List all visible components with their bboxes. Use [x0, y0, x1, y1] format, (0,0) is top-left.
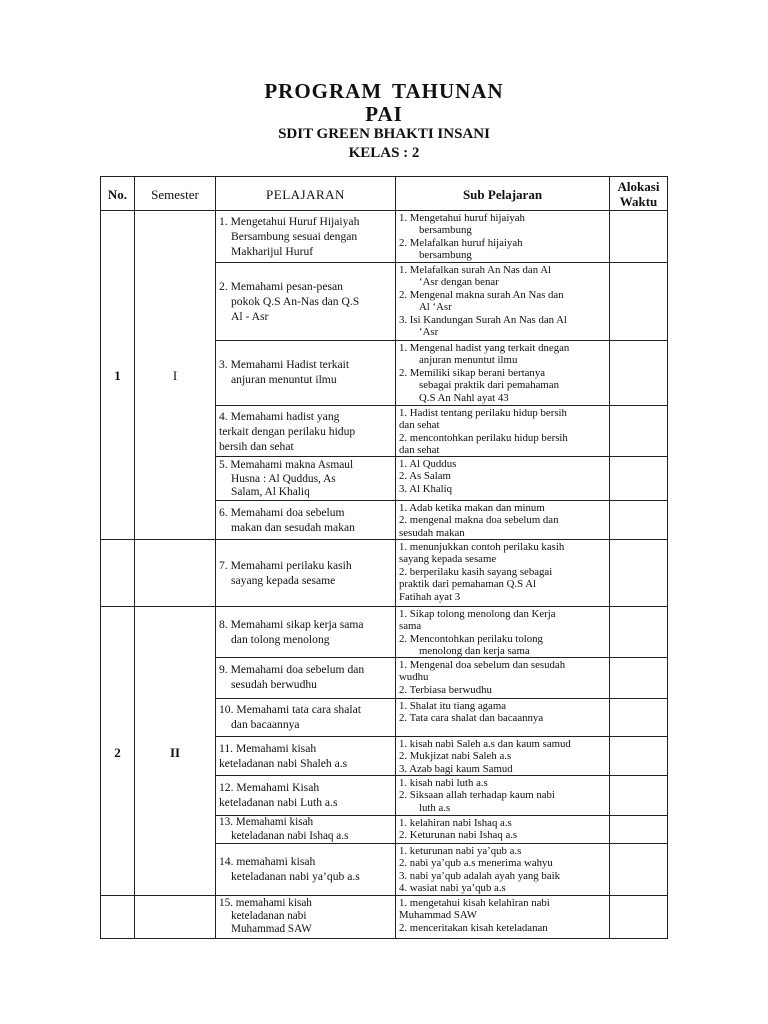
sub-line: 2. Mukjizat nabi Saleh a.s [399, 750, 512, 763]
header-waktu: Waktu [619, 194, 658, 209]
alokasi-cell [609, 843, 668, 896]
sub-pelajaran-cell [395, 843, 610, 896]
no-cell-2 [100, 606, 135, 896]
sub-pelajaran-cell [395, 405, 610, 457]
sub-pelajaran-cell [395, 815, 610, 844]
school-name: SDIT GREEN BHAKTI INSANI [278, 126, 490, 142]
sub-pelajaran-cell [395, 500, 610, 540]
sub-line: 1. Al Quddus [399, 458, 457, 470]
section-number: 1 [114, 368, 121, 383]
pelajaran-line: 6. Memahami doa sebelum [219, 506, 345, 519]
pelajaran-line: 2. Memahami pesan-pesan [219, 280, 343, 293]
alokasi-cell [609, 539, 668, 607]
sub-line: sebagai praktik dari pemahaman [419, 379, 560, 392]
sub-pelajaran-cell [395, 895, 610, 939]
sub-line: 2. Keturunan nabi Ishaq a.s [399, 829, 518, 842]
sub-pelajaran-cell [395, 210, 610, 263]
pelajaran-line: anjuran menuntut ilmu [231, 373, 337, 386]
sub-line: sesudah makan [399, 526, 465, 539]
sub-line: Al ‘Asr [419, 301, 452, 314]
pelajaran-line: terkait dengan perilaku hidup [219, 425, 356, 438]
pelajaran-line: dan bacaannya [231, 718, 300, 731]
sub-line: 1. menunjukkan contoh perilaku kasih [399, 541, 565, 553]
pelajaran-line: keteladanan nabi Luth a.s [219, 796, 338, 809]
pelajaran-line: 10. Memahami tata cara shalat [219, 703, 361, 716]
sub-pelajaran-cell [395, 736, 610, 776]
pelajaran-cell [215, 262, 396, 341]
sub-line: sama [399, 620, 422, 633]
pelajaran-line: keteladanan nabi Shaleh a.s [219, 757, 348, 770]
pelajaran-line: sesudah berwudhu [231, 678, 317, 691]
pelajaran-cell [215, 405, 396, 457]
pelajaran-line: 15. memahami kisah [219, 897, 312, 909]
semester-label: II [169, 745, 181, 760]
header-sub-cell [395, 176, 610, 211]
alokasi-cell [609, 657, 668, 699]
pelajaran-cell [215, 843, 396, 896]
header-semester: Semester [151, 187, 199, 202]
semester-cell-empty [134, 539, 216, 607]
alokasi-cell [609, 736, 668, 776]
sub-line: praktik dari pemahaman Q.S Al [399, 578, 537, 591]
sub-line: 4. wasiat nabi ya’qub a.s [399, 882, 506, 895]
sub-line: Muhammad SAW [399, 909, 478, 922]
pelajaran-line: 5. Memahami makna Asmaul [219, 459, 354, 471]
sub-line: 3. Al Khaliq [399, 482, 453, 495]
header-pelajaran-cell [215, 176, 396, 211]
sub-line: 1. kelahiran nabi Ishaq a.s [399, 817, 512, 829]
class-label: KELAS : 2 [348, 145, 420, 161]
sub-line: 2. menceritakan kisah keteladanan [399, 921, 548, 934]
pelajaran-line: 1. Mengetahui Huruf Hijaiyah [219, 215, 360, 228]
sub-pelajaran-cell [395, 456, 610, 501]
pelajaran-line: Husna : Al Quddus, As [231, 472, 336, 485]
sub-line: Fatihah ayat 3 [399, 590, 461, 603]
pelajaran-line: 13. Memahami kisah [219, 816, 314, 828]
no-cell-last [100, 895, 135, 939]
sub-line: 2. Terbiasa berwudhu [399, 683, 492, 696]
alokasi-cell [609, 815, 668, 844]
alokasi-cell [609, 340, 668, 406]
sub-line: dan sehat [399, 444, 440, 457]
section-number: 2 [114, 745, 121, 760]
sub-pelajaran-cell [395, 698, 610, 737]
sub-line: ‘Asr [419, 326, 439, 339]
sub-line: 1. Shalat itu tiang agama [399, 700, 507, 712]
alokasi-cell [609, 405, 668, 457]
sub-line: 2. nabi ya’qub a.s menerima wahyu [399, 857, 553, 870]
pelajaran-line: 9. Memahami doa sebelum dan [219, 663, 365, 676]
pelajaran-line: 11. Memahami kisah [219, 742, 317, 755]
pelajaran-line: makan dan sesudah makan [231, 521, 355, 534]
pelajaran-line: Al - Asr [231, 310, 269, 323]
sub-line: ‘Asr dengan benar [419, 276, 499, 289]
alokasi-cell [609, 262, 668, 341]
pelajaran-cell [215, 698, 396, 737]
pelajaran-line: 4. Memahami hadist yang [219, 410, 340, 423]
sub-line: 1. mengetahui kisah kelahiran nabi [399, 897, 550, 909]
alokasi-cell [609, 210, 668, 263]
pelajaran-line: bersih dan sehat [219, 440, 294, 453]
pelajaran-line: 3. Memahami Hadist terkait [219, 358, 350, 371]
sub-line: 1. Adab ketika makan dan minum [399, 502, 545, 514]
sub-line: 2. Melafalkan huruf hijaiyah [399, 236, 523, 249]
header-sub-pelajaran: Sub Pelajaran [462, 187, 543, 202]
sub-line: dan sehat [399, 419, 440, 432]
sub-line: 2. Mencontohkan perilaku tolong [399, 632, 543, 645]
sub-line: 1. Hadist tentang perilaku hidup bersih [399, 407, 567, 419]
pelajaran-line: 7. Memahami perilaku kasih [219, 559, 352, 572]
sub-line: 3. Azab bagi kaum Samud [399, 762, 513, 775]
sub-line: anjuran menuntut ilmu [419, 354, 518, 367]
sub-line: 1. kisah nabi luth a.s [399, 777, 488, 789]
no-cell-1 [100, 210, 135, 540]
pelajaran-cell [215, 815, 396, 844]
alokasi-cell [609, 698, 668, 737]
sub-line: 2. mencontohkan perilaku hidup bersih [399, 431, 568, 444]
pelajaran-line: keteladanan nabi [231, 910, 307, 923]
pelajaran-cell [215, 456, 396, 501]
sub-pelajaran-cell [395, 340, 610, 406]
sub-line: 2. Memiliki sikap berani bertanya [399, 366, 546, 379]
pelajaran-cell [215, 606, 396, 658]
pelajaran-line: dan tolong menolong [231, 633, 330, 646]
sub-line: 1. kisah nabi Saleh a.s dan kaum samud [399, 738, 571, 750]
semester-cell-1 [134, 210, 216, 540]
header-alokasi: Alokasi [617, 179, 660, 194]
sub-line: 1. Mengetahui huruf hijaiyah [399, 212, 525, 224]
sub-pelajaran-cell [395, 657, 610, 699]
sub-line: 2. Mengenal makna surah An Nas dan [399, 288, 564, 301]
sub-line: 1. Mengenal doa sebelum dan sesudah [399, 659, 566, 671]
alokasi-cell [609, 456, 668, 501]
pelajaran-cell [215, 736, 396, 776]
semester-cell-last [134, 895, 216, 939]
pelajaran-line: keteladanan nabi Ishaq a.s [231, 829, 349, 842]
sub-pelajaran-cell [395, 606, 610, 658]
header-semester-cell [134, 176, 216, 211]
pelajaran-cell [215, 210, 396, 263]
sub-line: 1. keturunan nabi ya’qub a.s [399, 845, 522, 857]
alokasi-cell [609, 895, 668, 939]
sub-line: bersambung [419, 249, 472, 262]
pelajaran-line: pokok Q.S An-Nas dan Q.S [231, 295, 360, 308]
subject-title: PAI [365, 102, 403, 126]
sub-line: 2. Siksaan allah terhadap kaum nabi [399, 789, 555, 802]
page-title: PROGRAM TAHUNAN [264, 79, 504, 103]
sub-line: bersambung [419, 224, 472, 237]
pelajaran-cell [215, 775, 396, 816]
header-no-cell [100, 176, 135, 211]
pelajaran-cell [215, 340, 396, 406]
no-cell-empty [100, 539, 135, 607]
header-alokasi-cell [609, 176, 668, 211]
pelajaran-cell [215, 500, 396, 540]
pelajaran-line: Salam, Al Khaliq [231, 486, 310, 498]
pelajaran-line: Muhammad SAW [231, 923, 312, 936]
semester-label: I [172, 368, 178, 383]
sub-line: 1. Sikap tolong menolong dan Kerja [399, 608, 556, 620]
pelajaran-line: sayang kepada sesame [231, 574, 336, 587]
sub-line: 2. As Salam [399, 470, 451, 483]
pelajaran-cell [215, 539, 396, 607]
alokasi-cell [609, 775, 668, 816]
pelajaran-cell [215, 657, 396, 699]
pelajaran-line: Makharijul Huruf [231, 245, 314, 258]
sub-pelajaran-cell [395, 539, 610, 607]
sub-line: 2. berperilaku kasih sayang sebagai [399, 565, 553, 578]
sub-line: wudhu [399, 671, 429, 684]
sub-pelajaran-cell [395, 775, 610, 816]
header-pelajaran: PELAJARAN [266, 187, 345, 202]
sub-line: Q.S An Nahl ayat 43 [419, 391, 509, 404]
pelajaran-line: 14. memahami kisah [219, 855, 316, 868]
pelajaran-line: Bersambung sesuai dengan [231, 230, 358, 243]
sub-line: 2. Tata cara shalat dan bacaannya [399, 712, 544, 725]
sub-line: 3. Isi Kandungan Surah An Nas dan Al [399, 313, 567, 326]
alokasi-cell [609, 606, 668, 658]
sub-line: menolong dan kerja sama [419, 645, 530, 658]
pelajaran-line: keteladanan nabi ya’qub a.s [231, 870, 360, 883]
header-no: No. [107, 187, 128, 202]
pelajaran-line: 12. Memahami Kisah [219, 781, 320, 794]
sub-line: 3. nabi ya’qub adalah ayah yang baik [399, 869, 560, 882]
semester-cell-2 [134, 606, 216, 896]
pelajaran-line: 8. Memahami sikap kerja sama [219, 618, 364, 631]
sub-pelajaran-cell [395, 262, 610, 341]
sub-line: 2. mengenal makna doa sebelum dan [399, 514, 559, 527]
pelajaran-cell [215, 895, 396, 939]
sub-line: 1. Mengenal hadist yang terkait dnegan [399, 342, 570, 354]
sub-line: 1. Melafalkan surah An Nas dan Al [399, 264, 552, 276]
sub-line: sayang kepada sesame [399, 553, 497, 566]
alokasi-cell [609, 500, 668, 540]
sub-line: luth a.s [419, 801, 451, 814]
